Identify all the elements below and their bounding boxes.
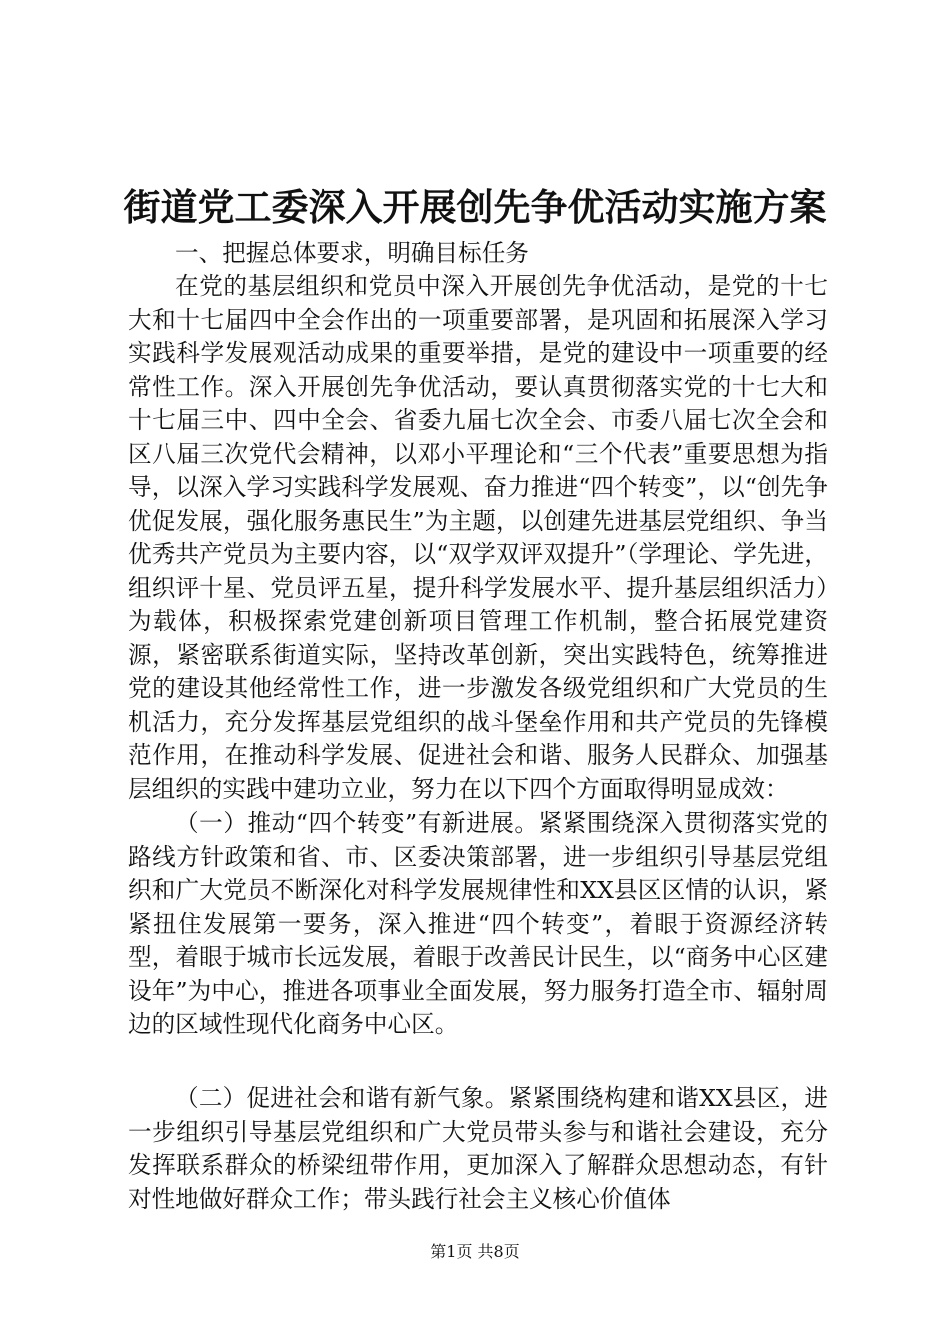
page-footer: 第1页 共8页 xyxy=(430,1242,520,1261)
section-heading: 一、把握总体要求，明确目标任务 xyxy=(175,239,529,267)
paragraph-1: 在党的基层组织和党员中深入开展创先争优活动，是党的十七大和十七届四中全会作出的一项重要部署，是巩固和拓展深入学习实践科学发展观活动成果的重要举措，是党的建设中一项重要的经常性工作。深入开展创先争优活动，要认真贯彻落实党的十七大和十七届三中、四中全会、省委九届七次全会、市委八届七次全会和区八届三次党代会精神，以邓小平理论和“三个代表”重要思想为指导，以深入学习实践科学发展观、奋力推进“四个转变”，以“创先争优促发展，强化服务惠民生”为主题，以创建先进基层党组织、争当优秀共产党员为主要内容，以“双学双评双提升”（学理论、学先进，组织评十星、党员评五星，提升科学发展水平、提升基层组织活力）为载体，积极探索党建创新项目管理工作机制，整合拓展党建资源，紧密联系街道实际，坚持改革创新，突出实践特色，统筹推进党的建设其他经常性工作，进一步激发各级党组织和广大党员的生机活力，充分发挥基层党组织的战斗堡垒作用和共产党员的先锋模范作用，在推动科学发展、促进社会和谐、服务人民群众、加强基层组织的实践中建功立业，努力在以下四个方面取得明显成效： xyxy=(128,272,828,803)
paragraph-2: （一）推动“四个转变”有新进展。紧紧围绕深入贯彻落实党的路线方针政策和省、市、区委决策部署，进一步组织引导基层党组织和广大党员不断深化对科学发展规律性和XX县区区情的认识，紧紧扭住发展第一要务，深入推进“四个转变”，着眼于资源经济转型，着眼于城市长远发展，着眼于改善民计民生，以“商务中心区建设年”为中心，推进各项事业全面发展，努力服务打造全市、辐射周边的区域性现代化商务中心区。 xyxy=(128,809,828,1038)
document-title: 街道党工委深入开展创先争优活动实施方案 xyxy=(123,185,827,229)
paragraph-3: （二）促进社会和谐有新气象。紧紧围绕构建和谐XX县区，进一步组织引导基层党组织和广大党员带头参与和谐社会建设，充分发挥联系群众的桥梁纽带作用，更加深入了解群众思想动态，有针对性地做好群众工作；带头践行社会主义核心价值体 xyxy=(128,1084,828,1213)
